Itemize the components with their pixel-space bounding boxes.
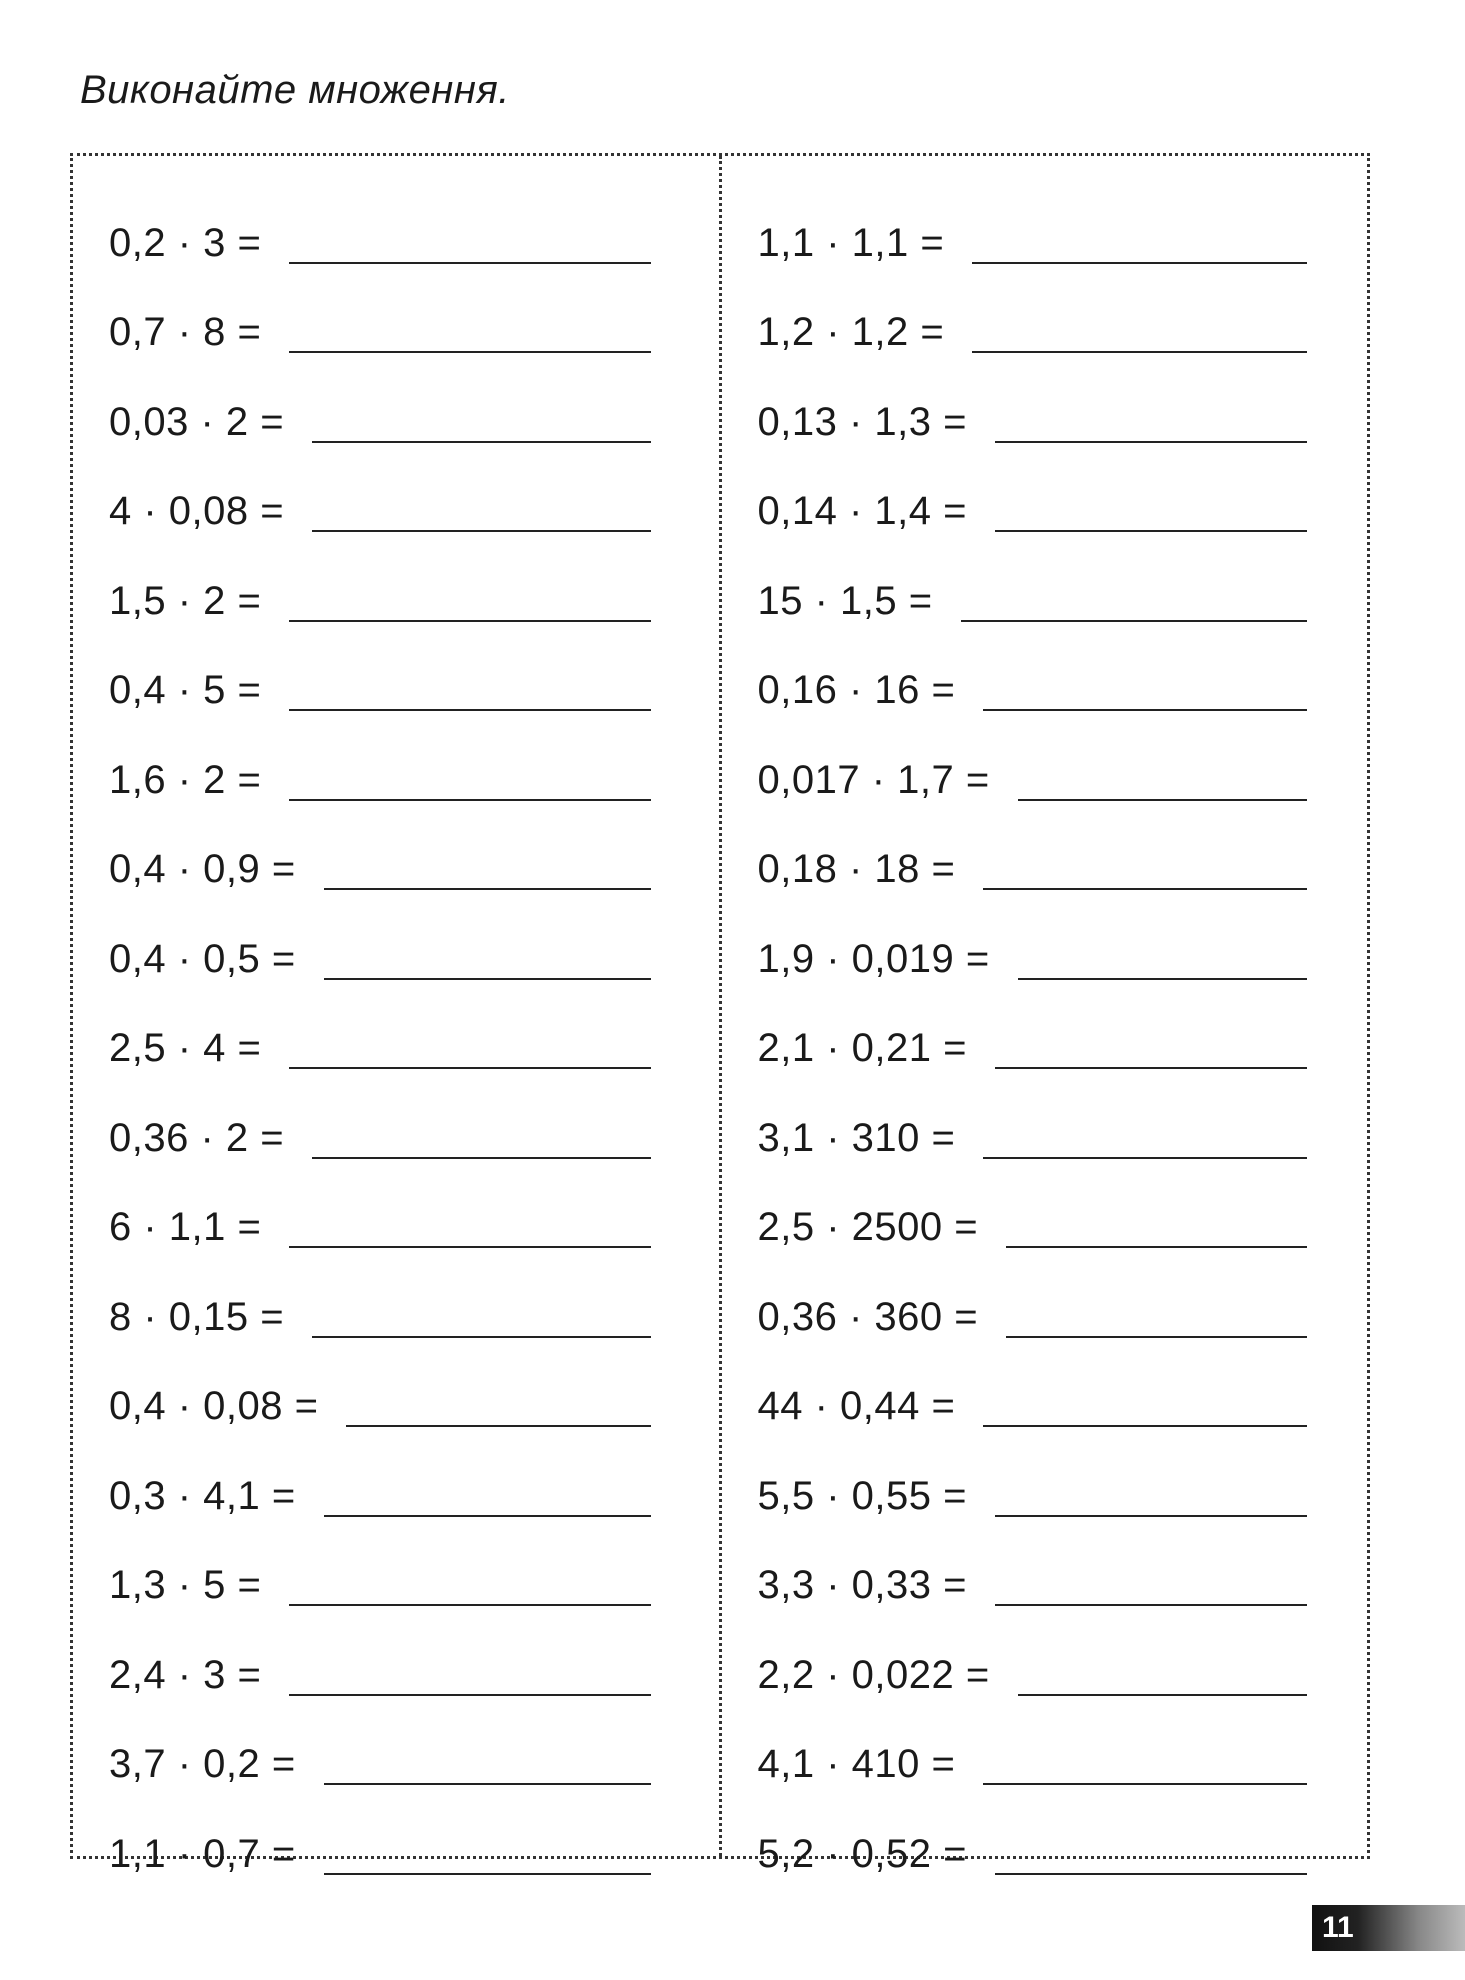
problem-expression: 3,3 · 0,33 = bbox=[757, 1563, 967, 1607]
problem-expression: 6 · 1,1 = bbox=[109, 1205, 262, 1249]
answer-line[interactable] bbox=[1018, 1693, 1307, 1696]
problem-row bbox=[758, 1791, 1328, 1881]
answer-line[interactable] bbox=[983, 1424, 1307, 1427]
answer-line[interactable] bbox=[995, 440, 1307, 443]
problem-row bbox=[758, 1433, 1328, 1523]
problem-row bbox=[109, 1523, 679, 1613]
left-problem-column bbox=[73, 156, 722, 1876]
problem-expression: 2,2 · 0,022 = bbox=[757, 1652, 990, 1697]
problem-row bbox=[758, 449, 1328, 539]
answer-line[interactable] bbox=[983, 1782, 1307, 1785]
problem-row bbox=[109, 807, 679, 897]
problem-expression: 3,7 · 0,2 = bbox=[109, 1742, 296, 1786]
problem-row bbox=[109, 538, 679, 628]
problem-row bbox=[758, 1523, 1328, 1613]
problem-row bbox=[758, 359, 1328, 449]
answer-line[interactable] bbox=[972, 261, 1307, 264]
answer-line[interactable] bbox=[983, 708, 1307, 711]
problem-expression: 0,36 · 360 = bbox=[757, 1294, 979, 1339]
problem-row bbox=[109, 270, 679, 360]
problem-row bbox=[758, 270, 1328, 360]
problem-expression: 2,1 · 0,21 = bbox=[757, 1026, 967, 1070]
problem-expression: 0,4 · 5 = bbox=[109, 668, 262, 712]
problem-row bbox=[109, 1612, 679, 1702]
problem-row bbox=[758, 1702, 1328, 1792]
problem-row bbox=[109, 1075, 679, 1165]
problem-expression: 2,4 · 3 = bbox=[109, 1652, 262, 1697]
problem-row bbox=[758, 1344, 1328, 1434]
answer-line[interactable] bbox=[961, 619, 1307, 622]
problem-expression: 0,36 · 2 = bbox=[109, 1115, 285, 1160]
problem-row bbox=[109, 359, 679, 449]
answer-line[interactable] bbox=[995, 1066, 1307, 1069]
answer-line[interactable] bbox=[324, 1782, 651, 1785]
answer-line[interactable] bbox=[995, 1603, 1307, 1606]
problem-row bbox=[109, 986, 679, 1076]
problem-row bbox=[758, 1612, 1328, 1702]
problem-row bbox=[109, 1702, 679, 1792]
problem-expression: 0,13 · 1,3 = bbox=[757, 399, 967, 444]
problem-row bbox=[109, 449, 679, 539]
answer-line[interactable] bbox=[1006, 1245, 1307, 1248]
answer-line[interactable] bbox=[289, 261, 650, 264]
page-number-tab bbox=[1312, 1905, 1465, 1951]
problem-row bbox=[758, 1254, 1328, 1344]
answer-line[interactable] bbox=[983, 1156, 1307, 1159]
problem-expression: 0,017 · 1,7 = bbox=[757, 757, 990, 802]
problem-row bbox=[758, 717, 1328, 807]
instruction-heading: Виконайте множення. bbox=[80, 68, 510, 112]
problem-expression: 1,1 · 1,1 = bbox=[757, 220, 945, 265]
problem-expression: 0,7 · 8 = bbox=[109, 310, 262, 354]
problem-expression: 0,4 · 0,08 = bbox=[109, 1384, 319, 1428]
answer-line[interactable] bbox=[324, 1872, 651, 1875]
worksheet-box bbox=[70, 153, 1370, 1876]
right-problem-column bbox=[722, 156, 1368, 1876]
answer-line[interactable] bbox=[346, 1424, 650, 1427]
problem-row bbox=[109, 1254, 679, 1344]
answer-line[interactable] bbox=[1006, 1335, 1307, 1338]
problem-row bbox=[109, 1344, 679, 1434]
answer-line[interactable] bbox=[289, 1603, 650, 1606]
answer-line[interactable] bbox=[1018, 798, 1307, 801]
answer-line[interactable] bbox=[289, 1693, 650, 1696]
problem-row bbox=[758, 986, 1328, 1076]
answer-line[interactable] bbox=[289, 1245, 650, 1248]
problem-row bbox=[758, 1075, 1328, 1165]
problem-expression: 0,2 · 3 = bbox=[109, 220, 262, 265]
answer-line[interactable] bbox=[289, 350, 650, 353]
problem-expression: 5,5 · 0,55 = bbox=[757, 1473, 967, 1518]
answer-line[interactable] bbox=[972, 350, 1307, 353]
problem-row bbox=[109, 1433, 679, 1523]
problem-expression: 0,4 · 0,9 = bbox=[109, 847, 296, 891]
problem-row bbox=[109, 1165, 679, 1255]
page-number: 11 bbox=[1322, 1911, 1354, 1944]
problem-expression: 44 · 0,44 = bbox=[757, 1384, 956, 1428]
problem-expression: 0,03 · 2 = bbox=[109, 399, 285, 444]
problem-row bbox=[109, 628, 679, 718]
problem-expression: 8 · 0,15 = bbox=[109, 1294, 285, 1339]
problem-row bbox=[109, 180, 679, 270]
problem-expression: 0,3 · 4,1 = bbox=[109, 1473, 296, 1518]
answer-line[interactable] bbox=[289, 619, 650, 622]
answer-line[interactable] bbox=[289, 708, 650, 711]
problem-expression: 1,9 · 0,019 = bbox=[757, 936, 990, 981]
answer-line[interactable] bbox=[995, 529, 1307, 532]
problem-expression: 0,18 · 18 = bbox=[757, 847, 956, 891]
problem-row bbox=[758, 896, 1328, 986]
problem-expression: 15 · 1,5 = bbox=[757, 578, 933, 623]
answer-line[interactable] bbox=[1018, 977, 1307, 980]
problem-row bbox=[758, 807, 1328, 897]
answer-line[interactable] bbox=[312, 1335, 650, 1338]
problem-expression: 1,6 · 2 = bbox=[109, 757, 262, 802]
problem-expression: 1,3 · 5 = bbox=[109, 1563, 262, 1607]
answer-line[interactable] bbox=[995, 1872, 1307, 1875]
answer-line[interactable] bbox=[324, 977, 651, 980]
problem-row bbox=[758, 628, 1328, 718]
problem-expression: 1,5 · 2 = bbox=[109, 578, 262, 623]
problem-row bbox=[109, 1791, 679, 1881]
answer-line[interactable] bbox=[312, 440, 650, 443]
problem-row bbox=[758, 180, 1328, 270]
problem-expression: 0,4 · 0,5 = bbox=[109, 936, 296, 981]
problem-expression: 5,2 · 0,52 = bbox=[757, 1831, 967, 1876]
answer-line[interactable] bbox=[312, 529, 650, 532]
problem-expression: 1,1 · 0,7 = bbox=[109, 1831, 296, 1876]
problem-expression: 1,2 · 1,2 = bbox=[757, 310, 945, 354]
answer-line[interactable] bbox=[289, 1066, 650, 1069]
answer-line[interactable] bbox=[289, 798, 650, 801]
problem-expression: 4 · 0,08 = bbox=[109, 489, 285, 533]
problem-row bbox=[109, 717, 679, 807]
answer-line[interactable] bbox=[324, 887, 651, 890]
problem-expression: 0,14 · 1,4 = bbox=[757, 489, 967, 533]
answer-line[interactable] bbox=[324, 1514, 651, 1517]
answer-line[interactable] bbox=[312, 1156, 650, 1159]
answer-line[interactable] bbox=[983, 887, 1307, 890]
problem-row bbox=[109, 896, 679, 986]
problem-expression: 2,5 · 2500 = bbox=[757, 1205, 979, 1249]
problem-expression: 4,1 · 410 = bbox=[757, 1742, 956, 1786]
problem-expression: 0,16 · 16 = bbox=[757, 668, 956, 712]
problem-expression: 2,5 · 4 = bbox=[109, 1026, 262, 1070]
problem-expression: 3,1 · 310 = bbox=[757, 1115, 956, 1160]
problem-row bbox=[758, 1165, 1328, 1255]
problem-row bbox=[758, 538, 1328, 628]
answer-line[interactable] bbox=[995, 1514, 1307, 1517]
